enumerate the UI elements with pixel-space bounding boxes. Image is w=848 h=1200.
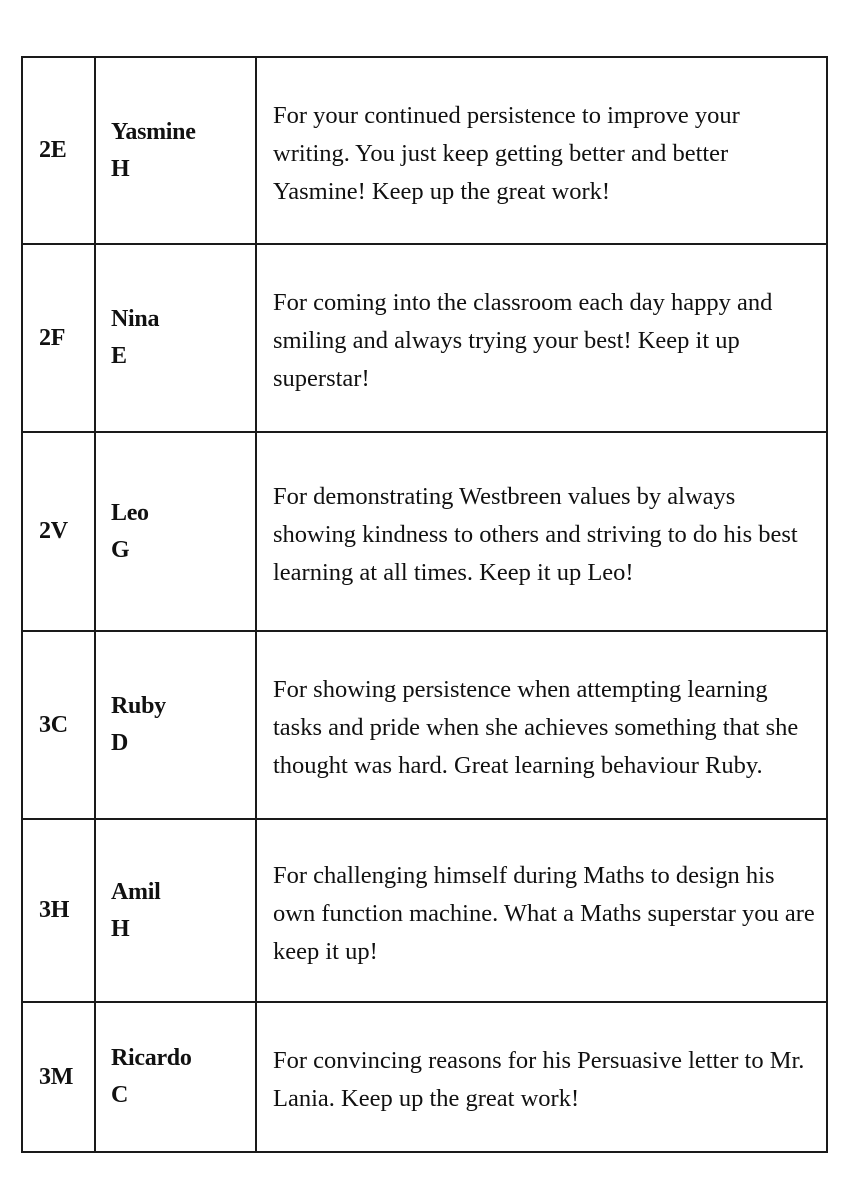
class-cell: 3C <box>22 631 95 819</box>
reason-cell: For coming into the classroom each day happy and smiling and always trying your best! Keep it up superstar! <box>256 244 827 432</box>
class-cell: 3H <box>22 819 95 1002</box>
student-initial: H <box>111 915 130 942</box>
student-first-name: Leo <box>111 499 149 526</box>
reason-cell: For your continued persistence to improve your writing. You just keep getting better and better Yasmine! Keep up the great work! <box>256 57 827 244</box>
student-initial: E <box>111 343 127 369</box>
student-first-name: Ricardo <box>111 1045 192 1071</box>
table-row <box>22 819 827 1002</box>
student-first-name: Nina <box>111 306 160 332</box>
awards-table <box>21 56 828 1153</box>
student-name-cell <box>95 819 256 1002</box>
student-initial: D <box>111 730 129 756</box>
student-first-name: Amil <box>111 878 161 905</box>
reason-cell: For challenging himself during Maths to design his own function machine. What a Maths superstar you are keep it up! <box>256 819 827 1002</box>
student-initial: G <box>111 536 130 563</box>
table-row <box>22 244 827 432</box>
student-name-cell <box>95 57 256 244</box>
student-name-cell <box>95 432 256 631</box>
student-name-cell <box>95 631 256 819</box>
reason-cell: For showing persistence when attempting learning tasks and pride when she achieves something that she thought was hard. Great learning behaviour Ruby. <box>256 631 827 819</box>
reason-cell: For convincing reasons for his Persuasive letter to Mr. Lania. Keep up the great work! <box>256 1002 827 1152</box>
student-initial: C <box>111 1082 129 1108</box>
table-row <box>22 432 827 631</box>
class-cell: 2F <box>22 244 95 432</box>
table-row <box>22 57 827 244</box>
student-name-cell <box>95 244 256 432</box>
student-first-name: Ruby <box>111 693 166 719</box>
student-name-cell <box>95 1002 256 1152</box>
student-initial: H <box>111 155 130 182</box>
table-row <box>22 1002 827 1152</box>
class-cell: 3M <box>22 1002 95 1152</box>
student-first-name: Yasmine <box>111 118 196 145</box>
class-cell: 2V <box>22 432 95 631</box>
class-cell: 2E <box>22 57 95 244</box>
table-row <box>22 631 827 819</box>
reason-cell: For demonstrating Westbreen values by always showing kindness to others and striving to do his best learning at all times. Keep it up Leo! <box>256 432 827 631</box>
